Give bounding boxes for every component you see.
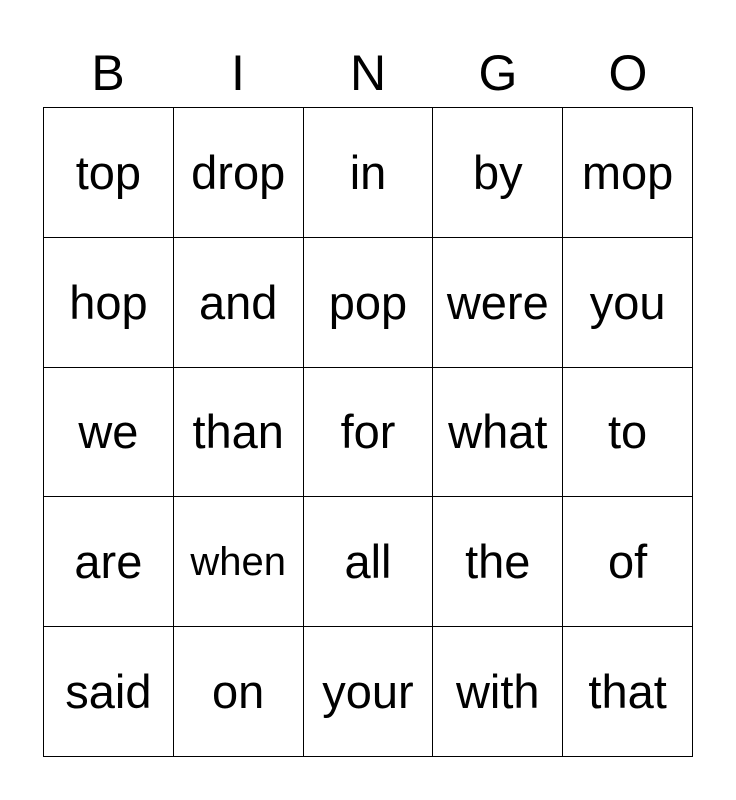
header-letter-n: N	[349, 45, 387, 101]
bingo-cell[interactable]: in	[304, 108, 434, 238]
bingo-header	[43, 40, 693, 106]
bingo-cell[interactable]: hop	[44, 238, 174, 368]
bingo-cell[interactable]: are	[44, 497, 174, 627]
bingo-cell[interactable]: said	[44, 627, 174, 757]
bingo-cell[interactable]: we	[44, 368, 174, 498]
bingo-cell[interactable]: by	[433, 108, 563, 238]
header-letter-i: I	[231, 45, 245, 101]
bingo-cell[interactable]: you	[563, 238, 693, 368]
bingo-cell[interactable]: your	[304, 627, 434, 757]
header-letter-b: B	[91, 45, 125, 101]
bingo-cell[interactable]: all	[304, 497, 434, 627]
bingo-cell[interactable]: mop	[563, 108, 693, 238]
bingo-cell[interactable]: and	[174, 238, 304, 368]
bingo-cell[interactable]: that	[563, 627, 693, 757]
header-letter-g: G	[478, 45, 518, 101]
bingo-cell[interactable]: pop	[304, 238, 434, 368]
bingo-cell[interactable]: than	[174, 368, 304, 498]
bingo-cell[interactable]: with	[433, 627, 563, 757]
bingo-grid	[43, 107, 693, 757]
header-letter-o: O	[608, 45, 648, 101]
bingo-cell[interactable]: on	[174, 627, 304, 757]
bingo-cell[interactable]: what	[433, 368, 563, 498]
bingo-cell[interactable]: to	[563, 368, 693, 498]
bingo-cell[interactable]: the	[433, 497, 563, 627]
bingo-cell[interactable]: were	[433, 238, 563, 368]
bingo-cell[interactable]: of	[563, 497, 693, 627]
bingo-cell[interactable]: when	[174, 497, 304, 627]
bingo-cell[interactable]: drop	[174, 108, 304, 238]
bingo-cell[interactable]: for	[304, 368, 434, 498]
bingo-cell[interactable]: top	[44, 108, 174, 238]
